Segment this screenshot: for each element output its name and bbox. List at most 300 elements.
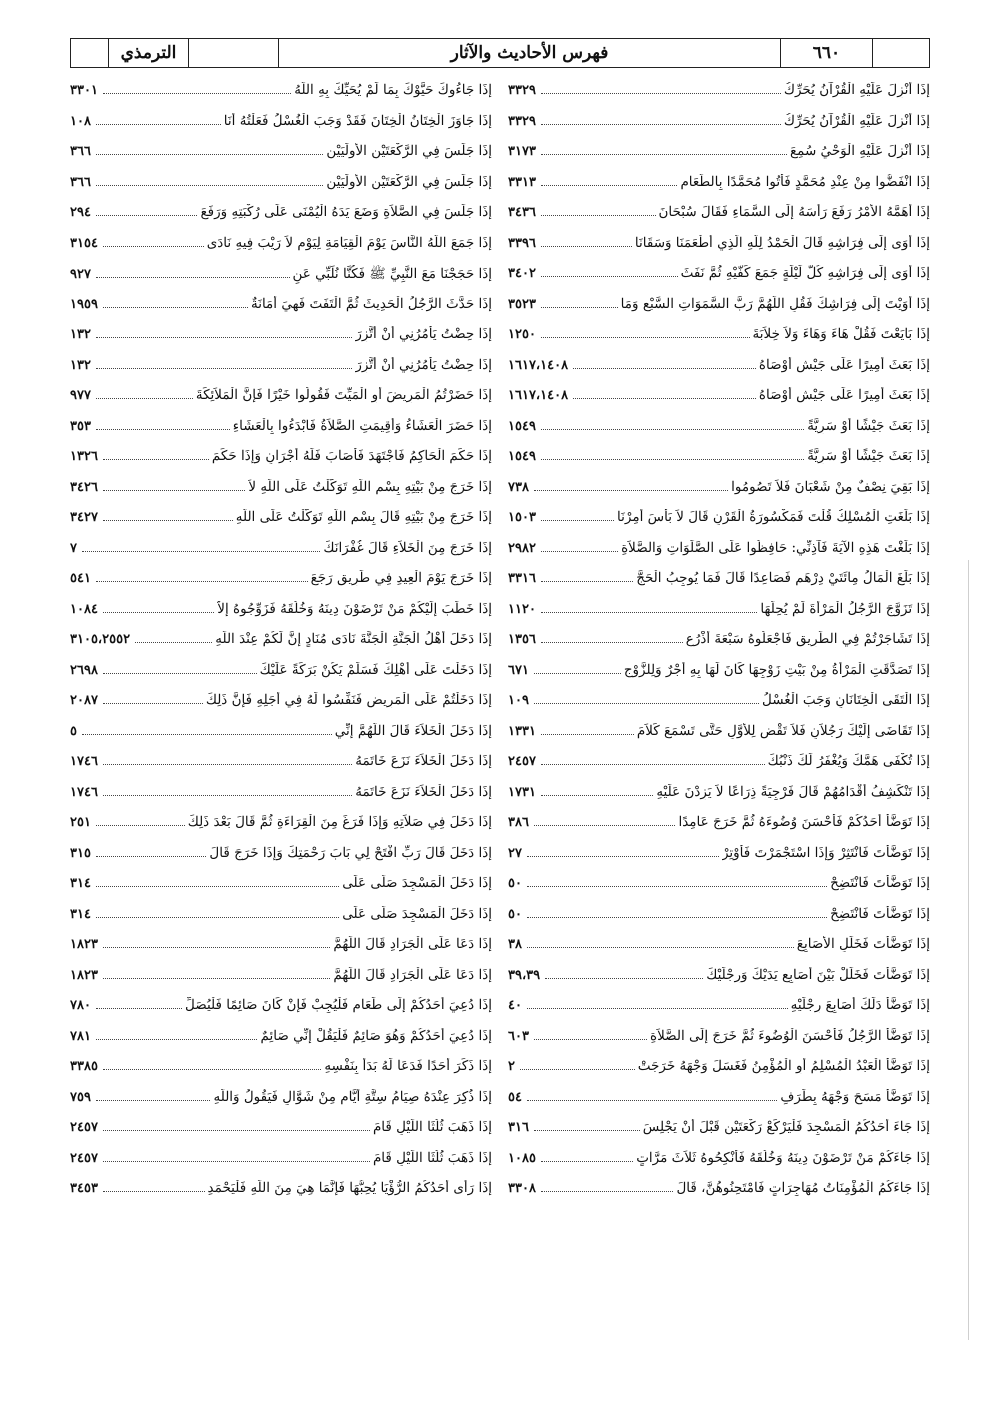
hadith-incipit: إذَا جَاءُوكَ حَيَّوْكَ بِمَا لَمْ يُحَيِّكَ بِهِ اللَّهُ [294,82,492,98]
index-entry [70,174,492,205]
index-entry [508,814,930,845]
hadith-incipit: إذَا دَخَلْتَ عَلَى أَهْلِكَ فَسَلِّمْ يَكُنْ بَرَكَةً عَلَيْكَ [259,661,492,678]
index-entry [70,540,492,571]
header-blank-cell [71,39,109,67]
hadith-number: ٧٨٠ [70,998,91,1013]
leader-dots [103,93,291,94]
hadith-incipit: إذَا دَعَا عَلَى الْجَرَادِ قَالَ اللَّهُمَّ [333,966,492,983]
leader-dots [96,154,323,155]
index-entry [70,753,492,784]
hadith-incipit: إذَا تَوَضَّأْتَ فَخَلِّلِ الأَصَابِعَ [796,936,930,952]
hadith-number: ٣٤٢٧ [70,510,98,525]
index-entry [70,418,492,449]
leader-dots [541,459,804,460]
hadith-number: ٣١٥٤ [70,235,98,251]
hadith-number: ٣٣٢٩ [508,83,536,98]
hadith-incipit: إذَا ذَكَرَ أَحَدًا فَدَعَا لَهُ بَدَأَ بِنَفْسِهِ [324,1058,492,1074]
hadith-incipit: إذَا دُعِيَ أَحَدُكُمْ إلَى طَعَامٍ فَلْيُجِبْ فَإِنْ كَانَ صَائِمًا فَلْيُصَلِّ [185,997,492,1013]
hadith-number: ١٣٢ [70,327,91,342]
hadith-incipit: إذَا حَدَّثَ الرَّجُلُ الْحَدِيثَ ثُمَّ الْتَفَتَ فَهِيَ أَمَانَةٌ [250,295,492,312]
hadith-incipit: إذَا تَصَدَّقَتِ الْمَرْأَةُ مِنْ بَيْتِ زَوْجِهَا كَانَ لَهَا بِهِ أَجْرٌ وَلِلزَّوْجِ [623,661,930,678]
index-entry [70,82,492,113]
hadith-number: ٩٢٧ [70,267,91,282]
hadith-incipit: إذَا تَوَضَّأَ أَحَدُكُمْ فَأَحْسَنَ وُضُوءَهُ ثُمَّ خَرَجَ عَامِدًا [678,814,930,830]
leader-dots [541,337,750,338]
hadith-number: ٤٠ [508,998,522,1013]
hadith-number: ١٠٩ [508,693,529,708]
hadith-incipit: إذَا أَوَى إلَى فِرَاشِهِ كُلَّ لَيْلَةٍ جَمَعَ كَفَّيْهِ ثُمَّ نَفَثَ [680,265,930,281]
leader-dots [534,825,675,826]
leader-dots [103,612,214,613]
leader-dots [103,1130,370,1131]
index-entry [70,479,492,510]
leader-dots [527,947,794,948]
index-entry [508,723,930,754]
right-column [508,82,930,1211]
leader-dots [541,642,683,643]
leader-dots [103,1069,321,1070]
leader-dots [541,276,678,277]
index-entry [70,326,492,357]
hadith-incipit: إذَا جَاءَكُمْ مَنْ تَرْضَوْنَ دِينَهُ وَخُلُقَهُ فَأَنْكِحُوهُ ثَلاَثَ مَرَّاتٍ [636,1149,930,1166]
hadith-number: ٥٠ [508,906,522,922]
index-entry [508,1119,930,1150]
hadith-number: ١٣٣١ [508,723,536,739]
leader-dots [541,307,618,308]
hadith-number: ٣١٤ [70,906,91,922]
hadith-incipit: إذَا حَجَجْنَا مَعَ النَّبِيِّ ﷺ فَكُنَّا نُلَبِّي عَنِ [292,266,492,282]
left-column [70,82,492,1211]
leader-dots [96,429,230,430]
hadith-number: ٣١٦ [508,1120,529,1135]
header-blank-cell [873,39,929,67]
hadith-incipit: إذَا جَاوَزَ الْخِتَانُ الْخِتَانَ فَقَدْ وَجَبَ الْغُسْلُ فَعَلْتُهُ أَنَا [223,112,492,129]
hadith-number: ١٣٢٦ [70,449,98,464]
hadith-number: ٢٧ [508,845,522,861]
hadith-incipit: إذَا بَعَثَ جَيْشًا أَوْ سَرِيَّةً [807,448,930,464]
hadith-incipit: إذَا جَاءَ أَحَدُكُمُ الْمَسْجِدَ فَلْيَرْكَعْ رَكْعَتَيْنِ قَبْلَ أَنْ يَجْلِسَ [642,1119,930,1135]
leader-dots [96,1039,258,1040]
hadith-incipit: إذَا دَخَلَ الْمَسْجِدَ صَلَّى عَلَى [342,875,492,891]
hadith-incipit: إذَا تَوَضَّأَ الرَّجُلُ فَأَحْسَنَ الْوُضُوءَ ثُمَّ خَرَجَ إلَى الصَّلاَةِ [650,1027,930,1044]
hadith-incipit: إذَا أُنْزِلَ عَلَيْهِ الْقُرْآنُ يُحَرِّكُ [783,82,930,98]
index-entry [70,814,492,845]
leader-dots [541,581,633,582]
leader-dots [96,825,185,826]
leader-dots [103,1161,370,1162]
hadith-number: ٦٧١ [508,662,529,678]
leader-dots [103,673,257,674]
index-entry [508,845,930,876]
index-columns [70,82,930,1211]
hadith-incipit: إذَا جَلَسَ فِي الرَّكْعَتَيْنِ الأُولَيَيْنِ [326,173,492,190]
leader-dots [541,551,618,552]
hadith-number: ٢٤٥٧ [508,754,536,769]
hadith-number: ٢ [508,1059,515,1074]
leader-dots [534,1039,647,1040]
leader-dots [82,734,332,735]
hadith-number: ٢٩٤ [70,205,91,220]
hadith-number: ٣٦٦ [70,174,91,190]
index-entry [508,448,930,479]
leader-dots [534,1130,640,1131]
index-entry [70,1028,492,1059]
leader-dots [103,703,203,704]
index-entry [508,143,930,174]
hadith-incipit: إذَا تَوَضَّأْتَ فَانْتَضِحْ [830,875,930,891]
index-entry [70,143,492,174]
leader-dots [96,124,221,125]
hadith-number: ٣١٤ [70,876,91,891]
index-entry [70,357,492,388]
index-entry [70,1180,492,1211]
index-entry [70,1119,492,1150]
hadith-incipit: إذَا خَرَجَ مِنْ بَيْتِهِ قَالَ بِسْمِ اللَّهِ تَوَكَّلْتُ عَلَى اللَّهِ [235,509,492,525]
index-entry [508,509,930,540]
hadith-number: ٣١٥ [70,845,91,861]
index-entry [508,692,930,723]
hadith-number: ٧٣٨ [508,479,529,495]
leader-dots [96,185,323,186]
index-entry [70,448,492,479]
hadith-number: ٢٤٥٧ [70,1150,98,1166]
hadith-incipit: إذَا حِضْتُ يَأْمُرُنِي أَنْ أَتَّزِرَ [355,356,492,373]
hadith-number: ٣١٧٣ [508,144,536,159]
leader-dots [527,1008,788,1009]
hadith-number: ٣٣٠١ [70,83,98,98]
hadith-number: ١٥٤٩ [508,449,536,464]
leader-dots [96,856,206,857]
index-entry [70,631,492,662]
hadith-number: ٣١٠٥،٢٥٥٢ [70,632,131,647]
index-entry [508,540,930,571]
hadith-number: ١٥٠٣ [508,510,536,525]
index-entry [70,692,492,723]
hadith-incipit: إذَا خَرَجَ مِنَ الْخَلاَءِ قَالَ غُفْرَانَكَ [323,539,492,556]
hadith-number: ٥ [70,723,77,739]
hadith-number: ١٦١٧،١٤٠٨ [508,388,569,403]
index-entry [70,662,492,693]
hadith-incipit: إذَا تُكْفَى هَمَّكَ وَيُغْفَرُ لَكَ ذَنْبُكَ [767,753,930,769]
leader-dots [103,764,352,765]
leader-dots [541,734,634,735]
index-entry [508,906,930,937]
leader-dots [541,215,656,216]
hadith-incipit: إذَا انْفَضُّوا مِنْ عِنْدِ مُحَمَّدٍ فَأْتُوا مُحَمَّدًا بِالطَّعَامِ [680,173,930,190]
index-entry [70,967,492,998]
hadith-incipit: إذَا جَلَسَ فِي الرَّكْعَتَيْنِ الأُولَيَيْنِ [326,143,492,159]
index-entry [508,113,930,144]
leader-dots [541,429,804,430]
index-entry [70,570,492,601]
leader-dots [527,886,827,887]
index-entry [508,631,930,662]
hadith-number: ٣٩،٣٩ [508,967,541,983]
index-entry [70,113,492,144]
header-blank-cell [189,39,279,67]
hadith-incipit: إذَا حِضْتُ يَأْمُرُنِي أَنْ أَتَّزِرَ [355,326,492,342]
hadith-number: ٩٧٧ [70,388,91,403]
hadith-incipit: إذَا أَهَمَّهُ الأَمْرُ رَفَعَ رَأْسَهُ إلَى السَّمَاءِ فَقَالَ سُبْحَانَ [658,204,930,220]
hadith-number: ٢٩٨٢ [508,540,536,556]
hadith-incipit: إذَا خَطَبَ إلَيْكُمْ مَنْ تَرْضَوْنَ دِينَهُ وَخُلُقَهُ فَزَوِّجُوهُ إلاَّ [217,600,492,617]
leader-dots [96,917,339,918]
index-entry [70,387,492,418]
leader-dots [103,459,209,460]
index-entry [508,296,930,327]
hadith-number: ٣٣١٦ [508,571,536,586]
hadith-incipit: إذَا أُنْزِلَ عَلَيْهِ الْوَحْيُ سُمِعَ [789,143,930,159]
hadith-incipit: إذَا بَايَعْتَ فَقُلْ هَاءَ وَهَاءَ وَلاَ خِلاَبَةَ [752,326,930,342]
index-entry [70,509,492,540]
hadith-incipit: إذَا تَوَضَّأَ دَلَكَ أَصَابِعَ رِجْلَيْهِ [790,997,930,1013]
index-entry [508,936,930,967]
leader-dots [541,612,757,613]
leader-dots [520,1069,635,1070]
leader-dots [82,551,320,552]
hadith-incipit: إذَا خَرَجَ مِنْ بَيْتِهِ بِسْمِ اللَّهِ تَوَكَّلْتُ عَلَى اللَّهِ لاَ [248,478,492,495]
hadith-incipit: إذَا دَخَلْتُمْ عَلَى الْمَرِيضِ فَنَفِّسُوا لَهُ فِي أَجَلِهِ فَإِنَّ ذَلِكَ [205,692,492,708]
hadith-number: ١٧٤٦ [70,754,98,769]
leader-dots [541,764,765,765]
index-entry [508,235,930,266]
index-entry [508,418,930,449]
hadith-number: ٢٦٩٨ [70,662,98,678]
hadith-incipit: إذَا بَعَثَ جَيْشًا أَوْ سَرِيَّةً [807,417,930,434]
hadith-incipit: إذَا دَخَلَ قَالَ رَبِّ افْتَحْ لِي بَابَ رَحْمَتِكَ وَإِذَا خَرَجَ قَالَ [209,844,492,861]
leader-dots [527,917,827,918]
index-entry [70,997,492,1028]
leader-dots [541,154,787,155]
index-entry [508,174,930,205]
hadith-number: ٣٣٠٨ [508,1181,536,1196]
leader-dots [96,1100,211,1101]
index-entry [508,479,930,510]
hadith-number: ١٥٤٩ [508,418,536,434]
index-entry [508,387,930,418]
page-header [70,38,930,68]
hadith-incipit: إذَا ذَهَبَ ثُلُثَا اللَّيْلِ قَامَ [372,1149,492,1166]
leader-dots [96,215,198,216]
hadith-incipit: إذَا جَمَعَ اللَّهُ النَّاسَ يَوْمَ الْقِيَامَةِ لِيَوْمٍ لاَ رَيْبَ فِيهِ نَادَى [206,234,492,251]
hadith-incipit: إذَا دَخَلَ الْخَلاَءَ نَزَعَ خَاتَمَهُ [355,783,492,800]
hadith-number: ١٢٥٠ [508,327,536,342]
hadith-number: ٣٤٥٣ [70,1181,98,1196]
hadith-incipit: إذَا دَخَلَ أَهْلُ الْجَنَّةِ الْجَنَّةَ نَادَى مُنَادٍ إنَّ لَكُمْ عِنْدَ اللَّهِ [215,631,492,647]
index-entry [70,784,492,815]
hadith-incipit: إذَا بَلَغَتِ الْمُسْلِكُ قُلْتَ فَمَكْسُورَةُ الْقَرْنِ قَالَ لاَ بَأْسَ أُمِرْنَا [617,509,930,525]
index-entry [70,875,492,906]
index-entry [70,601,492,632]
hadith-number: ٣٣٨٥ [70,1059,98,1074]
hadith-number: ١٠٨٥ [508,1150,536,1166]
leader-dots [103,795,352,796]
index-entry [508,1028,930,1059]
hadith-incipit: إذَا دُعِيَ أَحَدُكُمْ وَهُوَ صَائِمٌ فَلْيَقُلْ إنِّي صَائِمٌ [260,1027,492,1044]
hadith-incipit: إذَا جَاءَكُمُ الْمُؤْمِنَاتُ مُهَاجِرَاتٍ فَامْتَحِنُوهُنَّ، قَالَ [676,1180,930,1196]
hadith-incipit: إذَا بَعَثَ أَمِيرًا عَلَى جَيْشٍ أَوْصَاهُ [758,387,930,403]
hadith-incipit: إذَا حَضَرَ الْعَشَاءُ وَأُقِيمَتِ الصَّلاَةُ فَابْدَءُوا بِالْعَشَاءِ [232,417,492,434]
hadith-number: ١٨٢٣ [70,967,98,983]
hadith-incipit: إذَا دَخَلَ الْخَلاَءَ نَزَعَ خَاتَمَهُ [355,753,492,769]
hadith-incipit: إذَا دَخَلَ الْخَلاَءَ قَالَ اللَّهُمَّ إنِّي [334,722,492,739]
hadith-incipit: إذَا ذُكِرَ عِنْدَهُ صِيَامُ سِتَّةِ أَيَّامٍ مِنْ شَوَّالٍ فَيَقُولُ وَاللَّهِ [213,1088,492,1105]
leader-dots [103,490,245,491]
leader-dots [96,337,352,338]
leader-dots [573,398,756,399]
hadith-incipit: إذَا أَوَيْتَ إلَى فِرَاشِكَ فَقُلِ اللَّهُمَّ رَبَّ السَّمَوَاتِ السَّبْعِ وَمَا [620,295,930,312]
hadith-incipit: إذَا الْتَقَى الْخِتَانَانِ وَجَبَ الْغُسْلُ [761,692,930,708]
index-entry [508,357,930,388]
hadith-number: ٧ [70,540,77,556]
hadith-incipit: إذَا تَزَوَّجَ الرَّجُلُ الْمَرْأَةَ لَمْ يُحِلَّهَا [760,600,930,617]
page-title: فهرس الأحاديث والآثار [279,39,781,67]
index-entry [70,235,492,266]
leader-dots [541,520,614,521]
leader-dots [534,673,621,674]
index-entry [70,723,492,754]
leader-dots [135,642,212,643]
hadith-number: ١٣٥٦ [508,632,536,647]
hadith-number: ٣٨٦ [508,815,529,830]
leader-dots [541,124,781,125]
hadith-number: ٢٠٨٧ [70,693,98,708]
leader-dots [103,520,233,521]
index-entry [70,204,492,235]
leader-dots [96,886,339,887]
hadith-number: ٣٣٢٩ [508,113,536,129]
hadith-incipit: إذَا تَنْكَشِفُ أَقْدَامُهُمْ قَالَ فَرْجِيَةً ذِرَاعًا لاَ يَزِدْنَ عَلَيْهِ [656,783,930,800]
leader-dots [541,246,632,247]
hadith-number: ٦٠٣ [508,1028,529,1044]
index-entry [508,570,930,601]
index-entry [508,1180,930,1211]
hadith-number: ٥٤١ [70,571,91,586]
index-entry [70,906,492,937]
hadith-number: ١٧٣١ [508,784,536,800]
leader-dots [103,947,330,948]
hadith-number: ٧٥٩ [70,1089,91,1105]
hadith-number: ٣٤٢٦ [70,479,98,495]
leader-dots [545,978,703,979]
page-number: ٦٦٠ [781,39,873,67]
index-entry [508,753,930,784]
hadith-incipit: إذَا دَخَلَ فِي صَلاَتِهِ وَإِذَا فَرَغَ مِنَ الْقِرَاءَةِ ثُمَّ قَالَ بَعْدَ ذَلِكَ [187,814,492,830]
hadith-number: ٣٣٩٦ [508,235,536,251]
hadith-number: ٢٥١ [70,815,91,830]
hadith-incipit: إذَا جَلَسَ فِي الصَّلاَةِ وَضَعَ يَدَهُ الْيُمْنَى عَلَى رُكْبَتِهِ وَرَفَعَ [200,204,492,220]
hadith-incipit: إذَا خَرَجَ يَوْمَ الْعِيدِ فِي طَرِيقٍ رَجَعَ [310,570,492,586]
hadith-number: ١٣٢ [70,357,91,373]
hadith-incipit: إذَا حَكَمَ الْحَاكِمُ فَاجْتَهَدَ فَأَصَابَ فَلَهُ أَجْرَانِ وَإِذَا حَكَمَ [211,448,492,464]
leader-dots [103,246,204,247]
leader-dots [96,581,308,582]
index-entry [70,1150,492,1181]
margin-line [968,560,969,1340]
leader-dots [96,277,290,278]
index-entry [508,265,930,296]
hadith-number: ٣٤٠٢ [508,266,536,281]
leader-dots [103,978,330,979]
leader-dots [541,795,653,796]
leader-dots [103,307,248,308]
index-entry [508,82,930,113]
index-entry [70,265,492,296]
hadith-number: ١٦١٧،١٤٠٨ [508,357,569,373]
leader-dots [96,368,352,369]
hadith-number: ٥٠ [508,876,522,891]
hadith-number: ١٠٨ [70,113,91,129]
hadith-incipit: إذَا تَوَضَّأْتَ فَخَلِّلْ بَيْنَ أَصَابِعِ يَدَيْكَ وَرِجْلَيْكَ [706,966,930,983]
hadith-incipit: إذَا تَشَاجَرْتُمْ فِي الطَّرِيقِ فَاجْعَلُوهُ سَبْعَةَ أَذْرُعٍ [685,631,930,647]
hadith-number: ٣٣١٣ [508,174,536,190]
index-entry [508,1089,930,1120]
index-entry [508,326,930,357]
hadith-incipit: إذَا بَعَثَ أَمِيرًا عَلَى جَيْشٍ أَوْصَاهُ [758,356,930,373]
index-entry [508,784,930,815]
hadith-incipit: إذَا تَوَضَّأَ مَسَحَ وَجْهَهُ بِطَرَفِ [780,1088,930,1105]
hadith-incipit: إذَا حَضَرْتُمُ الْمَرِيضَ أَوِ الْمَيِّتَ فَقُولُوا خَيْرًا فَإِنَّ الْمَلاَئِكَةَ [195,387,492,403]
hadith-incipit: إذَا بَلَغَ الْمَالُ مِائَتَيْ دِرْهَمٍ فَصَاعِدًا قَالَ فَمَا يُوجِبُ الْحَجَّ [636,570,930,586]
hadith-incipit: إذَا دَعَا عَلَى الْجَرَادِ قَالَ اللَّهُمَّ [333,936,492,952]
index-entry [508,1058,930,1089]
hadith-incipit: إذَا تَوَضَّأَ الْعَبْدُ الْمُسْلِمُ أَوِ الْمُؤْمِنُ فَغَسَلَ وَجْهَهُ خَرَجَتْ [637,1058,930,1074]
leader-dots [103,1191,205,1192]
book-name: الترمذي [109,39,189,67]
hadith-number: ٣٦٦ [70,144,91,159]
leader-dots [573,368,756,369]
hadith-number: ١٩٥٩ [70,296,98,312]
index-entry [70,936,492,967]
hadith-number: ٣٥٣ [70,418,91,434]
leader-dots [534,703,759,704]
hadith-number: ٢٤٥٧ [70,1120,98,1135]
index-entry [70,1089,492,1120]
hadith-number: ١٧٤٦ [70,784,98,800]
hadith-incipit: إذَا تَقَاضَى إلَيْكَ رَجُلاَنِ فَلاَ تَقْضِ لِلأَوَّلِ حَتَّى تَسْمَعَ كَلاَمَ [636,722,930,739]
leader-dots [534,490,728,491]
index-entry [508,997,930,1028]
hadith-incipit: إذَا بَقِيَ نِصْفٌ مِنْ شَعْبَانَ فَلاَ تَصُومُوا [731,478,930,495]
index-entry [70,296,492,327]
index-entry [508,601,930,632]
index-entry [70,845,492,876]
leader-dots [96,1008,182,1009]
hadith-incipit: إذَا دَخَلَ الْمَسْجِدَ صَلَّى عَلَى [342,905,492,922]
leader-dots [527,856,719,857]
hadith-number: ٣٥٢٣ [508,296,536,312]
hadith-incipit: إذَا تَوَضَّأْتَ فَانْتَثِرْ وَإِذَا اسْتَجْمَرْتَ فَأَوْتِرْ [721,844,930,861]
hadith-incipit: إذَا تَوَضَّأْتَ فَانْتَضِحْ [830,905,930,922]
index-entry [508,967,930,998]
hadith-incipit: إذَا أُنْزِلَ عَلَيْهِ الْقُرْآنُ يُحَرِّكُ [783,112,930,129]
leader-dots [96,398,193,399]
hadith-incipit: إذَا ذَهَبَ ثُلُثَا اللَّيْلِ قَامَ [372,1119,492,1135]
index-entry [70,1058,492,1089]
hadith-number: ١٨٢٣ [70,937,98,952]
hadith-number: ١٠٨٤ [70,601,98,617]
hadith-number: ١١٢٠ [508,601,536,617]
leader-dots [527,1100,777,1101]
leader-dots [541,1191,674,1192]
leader-dots [541,93,781,94]
hadith-number: ٣٨ [508,937,522,952]
index-entry [508,204,930,235]
index-entry [508,875,930,906]
leader-dots [541,185,678,186]
hadith-incipit: إذَا بَلَغْتَ هَذِهِ الآيَةَ فَآذِنِّي: حَافِظُوا عَلَى الصَّلَوَاتِ وَالصَّلاَةِ [621,539,930,556]
hadith-number: ٥٤ [508,1089,522,1105]
